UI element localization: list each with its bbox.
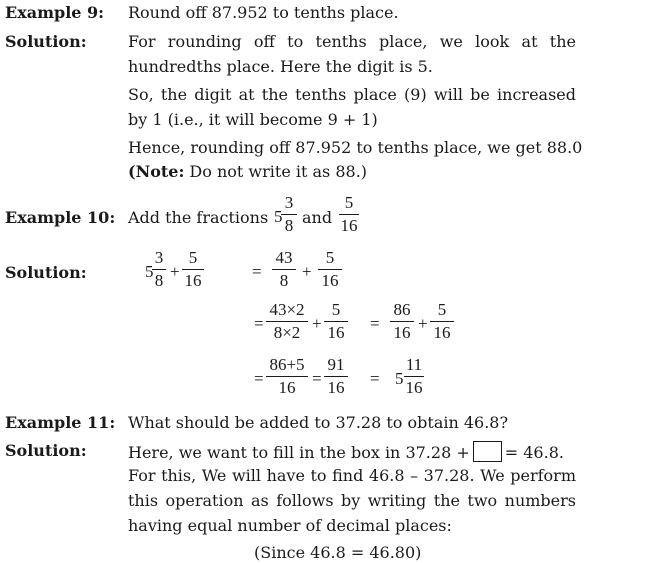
fraction (324, 355, 348, 398)
numerator: 3 (154, 248, 164, 267)
denominator: 16 (321, 271, 339, 290)
example-9-question: Round off 87.952 to tenths place. (128, 3, 399, 22)
denominator: 16 (184, 271, 202, 290)
mixed-whole: 5 (395, 369, 404, 388)
example-11-question: What should be added to 37.28 to obtain 46.8? (128, 413, 509, 432)
equals-sign: = (370, 369, 380, 388)
fraction (272, 248, 296, 291)
example-9-label: Example 9: (5, 3, 105, 22)
equals-sign: = (254, 369, 264, 388)
equals-sign: = (312, 369, 322, 388)
numerator: 5 (188, 248, 198, 267)
denominator: 8×2 (273, 323, 301, 342)
example-11-solution-line (128, 441, 564, 462)
denominator: 16 (278, 378, 296, 397)
line-text: Here, we want to fill in the box in 37.28 + (128, 443, 470, 462)
plus-sign: + (418, 314, 428, 333)
note-text: Do not write it as 88.) (184, 162, 368, 181)
denominator: 16 (327, 378, 345, 397)
example-9-solution-line: So, the digit at the tenths place (9) will be increased (128, 85, 576, 104)
example-9-solution-line: by 1 (i.e., it will become 9 + 1) (128, 110, 378, 129)
numerator: 5 (437, 300, 447, 319)
example-9-solution-line: For rounding off to tenths place, we look at the (128, 32, 576, 51)
plus-sign: + (312, 314, 322, 333)
example-10-solution-label: Solution: (5, 263, 87, 282)
answer-box (473, 441, 502, 462)
numerator: 11 (405, 355, 423, 374)
denominator: 8 (279, 271, 289, 290)
example-10-question: Add the fractions (128, 208, 269, 227)
fraction (430, 300, 454, 343)
denominator: 16 (393, 323, 411, 342)
example-9-solution-label: Solution: (5, 32, 87, 51)
numerator: 91 (327, 355, 345, 374)
fraction (152, 248, 166, 291)
example-11-solution-line: having equal number of decimal places: (128, 516, 452, 535)
mixed-whole: 5 (145, 262, 154, 281)
equals-sign: = (254, 314, 264, 333)
numerator: 86 (393, 300, 411, 319)
denominator: 8 (284, 216, 294, 235)
example-9-note (128, 162, 367, 181)
and-word: and (302, 208, 333, 227)
numerator: 3 (284, 193, 294, 212)
example-11-solution-label: Solution: (5, 441, 87, 460)
equals-sign: = (252, 262, 262, 281)
fraction (324, 300, 348, 343)
plus-sign: + (170, 262, 180, 281)
line-text: = 46.8. (504, 443, 564, 462)
fraction (318, 248, 342, 291)
equals-sign: = (370, 314, 380, 333)
denominator: 16 (433, 323, 451, 342)
fraction (390, 300, 414, 343)
fraction (182, 248, 204, 291)
denominator: 16 (405, 378, 423, 397)
fraction (281, 193, 297, 236)
fraction (266, 300, 308, 343)
denominator: 16 (340, 216, 358, 235)
example-10-label: Example 10: (5, 208, 116, 227)
fraction (266, 355, 308, 398)
numerator: 43×2 (269, 300, 305, 319)
numerator: 43 (275, 248, 293, 267)
denominator: 16 (327, 323, 345, 342)
numerator: 86+5 (269, 355, 305, 374)
example-11-solution-line: this operation as follows by writing the two numbers (128, 491, 576, 510)
example-9-solution-line: hundredths place. Here the digit is 5. (128, 57, 433, 76)
fraction (404, 355, 424, 398)
example-9-solution-line: Hence, rounding off 87.952 to tenths place, we get 88.0 (128, 138, 583, 157)
numerator: 5 (344, 193, 354, 212)
numerator: 5 (331, 300, 341, 319)
example-11-solution-line: For this, We will have to find 46.8 – 37.28. We perform (128, 466, 576, 485)
mixed-whole: 5 (274, 207, 283, 226)
note-bold-label: (Note: (128, 162, 185, 181)
numerator: 5 (325, 248, 335, 267)
plus-sign: + (302, 262, 312, 281)
since-note: (Since 46.8 = 46.80) (254, 543, 422, 562)
example-11-label: Example 11: (5, 413, 116, 432)
fraction (339, 193, 359, 236)
denominator: 8 (154, 271, 164, 290)
